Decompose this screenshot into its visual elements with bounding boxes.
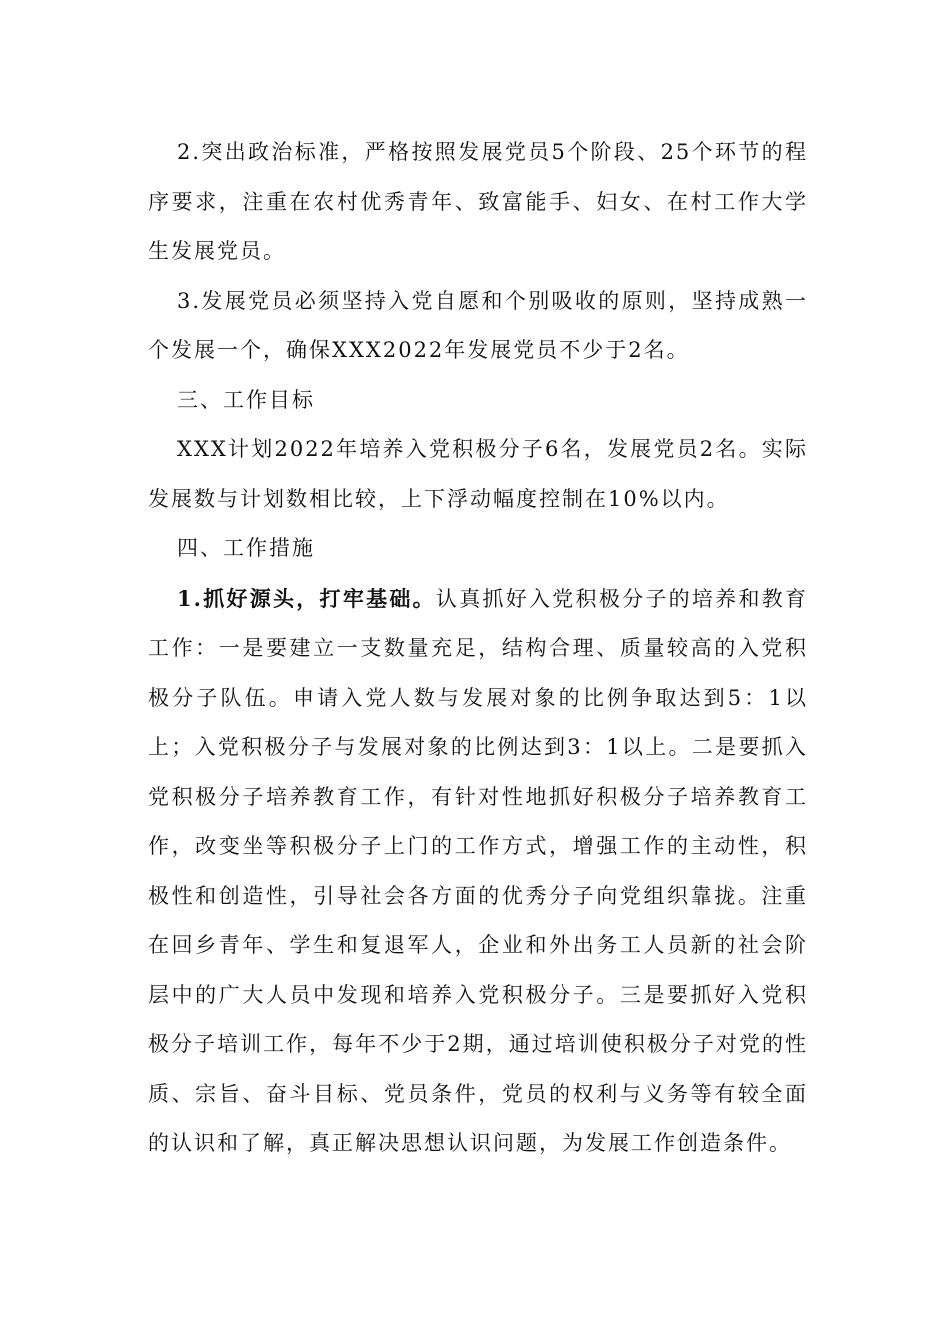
paragraph-goals: XXX计划2022年培养入党积极分子6名，发展党员2名。实际发展数与计划数相比较，上下浮动幅度控制在10%以内。 xyxy=(148,437,808,511)
paragraph-measure-1 xyxy=(148,574,808,1169)
measure-1-lead: 1.抓好源头，打牢基础。 xyxy=(177,585,436,611)
paragraph-item-3: 3.发展党员必须坚持入党自愿和个别吸收的原则，坚持成熟一个发展一个，确保XXX2022年发展党员不少于2名。 xyxy=(148,288,808,362)
document-body xyxy=(148,128,808,1169)
measure-1-body: 认真抓好入党积极分子的培养和教育工作：一是要建立一支数量充足，结构合理、质量较高的入党积极分子队伍。申请入党人数与发展对象的比例争取达到5：1以上；入党积极分子与发展对象的比例达到3：1以上。二是要抓入党积极分子培养教育工作，有针对性地抓好积极分子培养教育工作，改变坐等积极分子上门的工作方式，增强工作的主动性，积极性和创造性，引导社会各方面的优秀分子向党组织靠拢。注重在回乡青年、学生和复退军人，企业和外出务工人员新的社会阶层中的广大人员中发现和培养入党积极分子。三是要抓好入党积极分子培训工作，每年不少于2期，通过培训使积极分子对党的性质、宗旨、奋斗目标、党员条件，党员的权利与义务等有较全面的认识和了解，真正解决思想认识问题，为发展工作创造条件。 xyxy=(148,586,808,1155)
section-heading-goals: 三、工作目标 xyxy=(177,387,315,412)
section-heading-measures: 四、工作措施 xyxy=(177,536,315,560)
paragraph-item-2: 2.突出政治标准，严格按照发展党员5个阶段、25个环节的程序要求，注重在农村优秀青年、致富能手、妇女、在村工作大学生发展党员。 xyxy=(148,140,808,263)
